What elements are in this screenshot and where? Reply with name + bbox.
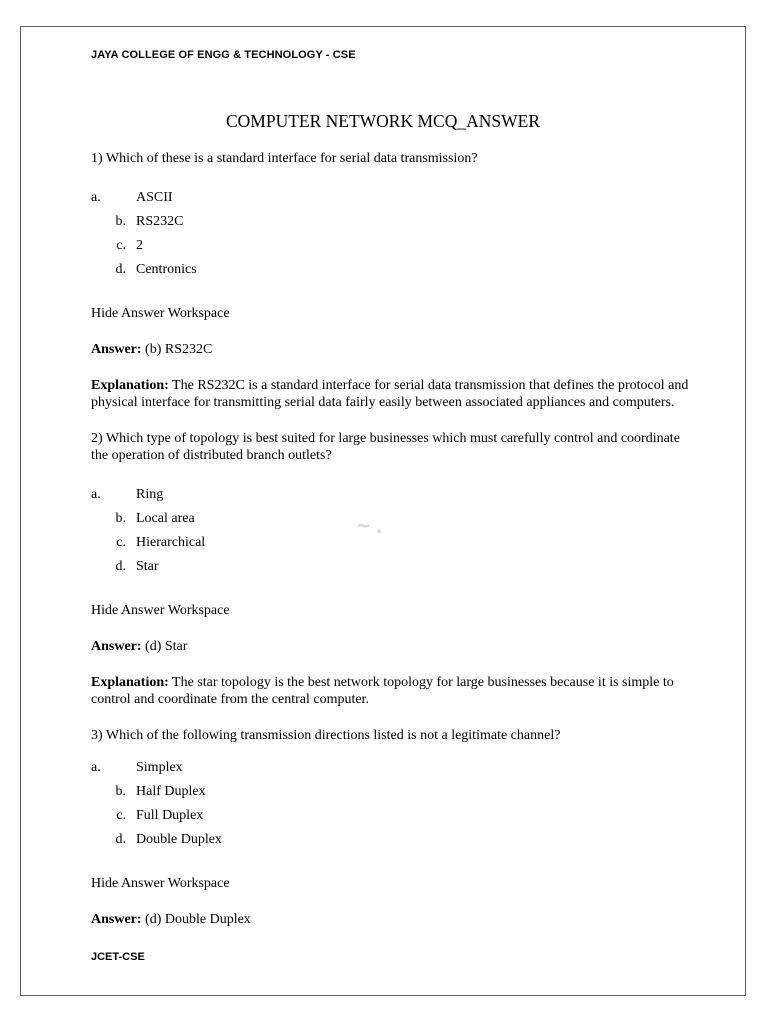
- option-letter: c.: [116, 535, 126, 550]
- answer-line: [91, 341, 691, 358]
- options-list: [91, 759, 691, 855]
- option-letter: d.: [115, 832, 126, 847]
- answer-label: Answer:: [91, 912, 142, 927]
- explanation-label: Explanation:: [91, 675, 169, 690]
- hide-answer-label: Hide Answer Workspace: [91, 603, 230, 618]
- option-text: Full Duplex: [136, 808, 204, 823]
- option-text: Local area: [136, 511, 195, 526]
- explanation-label: Explanation:: [91, 378, 169, 393]
- question-text: 1) Which of these is a standard interface for serial data transmission?: [91, 151, 478, 166]
- option-text: RS232C: [136, 214, 184, 229]
- option-text: ASCII: [136, 190, 173, 205]
- option-letter: a.: [91, 760, 101, 775]
- document-page: [20, 26, 746, 996]
- question-block-1: [91, 150, 691, 411]
- question-text: 2) Which type of topology is best suited for large businesses which must carefully control and coordinate the operation of distributed branch outlets?: [91, 431, 680, 463]
- answer-value: (d) Double Duplex: [141, 912, 251, 927]
- explanation-text: The star topology is the best network topology for large businesses because it is simple to control and coordinate from the central computer.: [91, 675, 674, 707]
- option-d: [91, 558, 691, 582]
- option-text: Half Duplex: [136, 784, 206, 799]
- option-b: [91, 213, 691, 237]
- option-b: [91, 783, 691, 807]
- options-list: [91, 486, 691, 582]
- option-letter: d.: [115, 262, 126, 277]
- option-letter: b.: [115, 784, 126, 799]
- option-text: Hierarchical: [136, 535, 206, 550]
- document-title: COMPUTER NETWORK MCQ_ANSWER: [225, 111, 541, 131]
- option-text: Double Duplex: [136, 832, 222, 847]
- faint-watermark: ~ .: [357, 513, 383, 538]
- option-letter: c.: [116, 808, 126, 823]
- option-c: [91, 534, 691, 558]
- page-header: JAYA COLLEGE OF ENGG & TECHNOLOGY - CSE: [91, 49, 356, 61]
- explanation: [91, 674, 691, 708]
- options-list: [91, 189, 691, 285]
- option-a: [91, 759, 691, 783]
- content: [91, 150, 691, 947]
- option-letter: d.: [115, 559, 126, 574]
- option-d: [91, 261, 691, 285]
- option-text: Centronics: [136, 262, 197, 277]
- option-c: [91, 807, 691, 831]
- option-text: Ring: [136, 487, 164, 502]
- option-letter: a.: [91, 487, 101, 502]
- question-block-3: [91, 727, 691, 928]
- answer-line: [91, 638, 691, 655]
- option-a: [91, 486, 691, 510]
- option-letter: a.: [91, 190, 101, 205]
- question-text: 3) Which of the following transmission directions listed is not a legitimate channel?: [91, 728, 561, 743]
- option-letter: c.: [116, 238, 126, 253]
- hide-answer-label: Hide Answer Workspace: [91, 306, 230, 321]
- explanation: [91, 377, 691, 411]
- answer-label: Answer:: [91, 342, 142, 357]
- answer-label: Answer:: [91, 639, 142, 654]
- option-letter: b.: [115, 511, 126, 526]
- option-c: [91, 237, 691, 261]
- answer-value: (b) RS232C: [141, 342, 213, 357]
- option-letter: b.: [115, 214, 126, 229]
- answer-line: [91, 911, 691, 928]
- answer-value: (d) Star: [141, 639, 188, 654]
- option-a: [91, 189, 691, 213]
- option-d: [91, 831, 691, 855]
- option-text: 2: [136, 238, 143, 253]
- option-text: Simplex: [136, 760, 183, 775]
- explanation-text: The RS232C is a standard interface for serial data transmission that defines the protocol and physical interface for transmitting serial data fairly easily between associated appliances and computers.: [91, 378, 689, 410]
- option-text: Star: [136, 559, 159, 574]
- page-footer: JCET-CSE: [91, 951, 145, 963]
- hide-answer-label: Hide Answer Workspace: [91, 876, 230, 891]
- question-block-2: [91, 430, 691, 708]
- option-b: [91, 510, 691, 534]
